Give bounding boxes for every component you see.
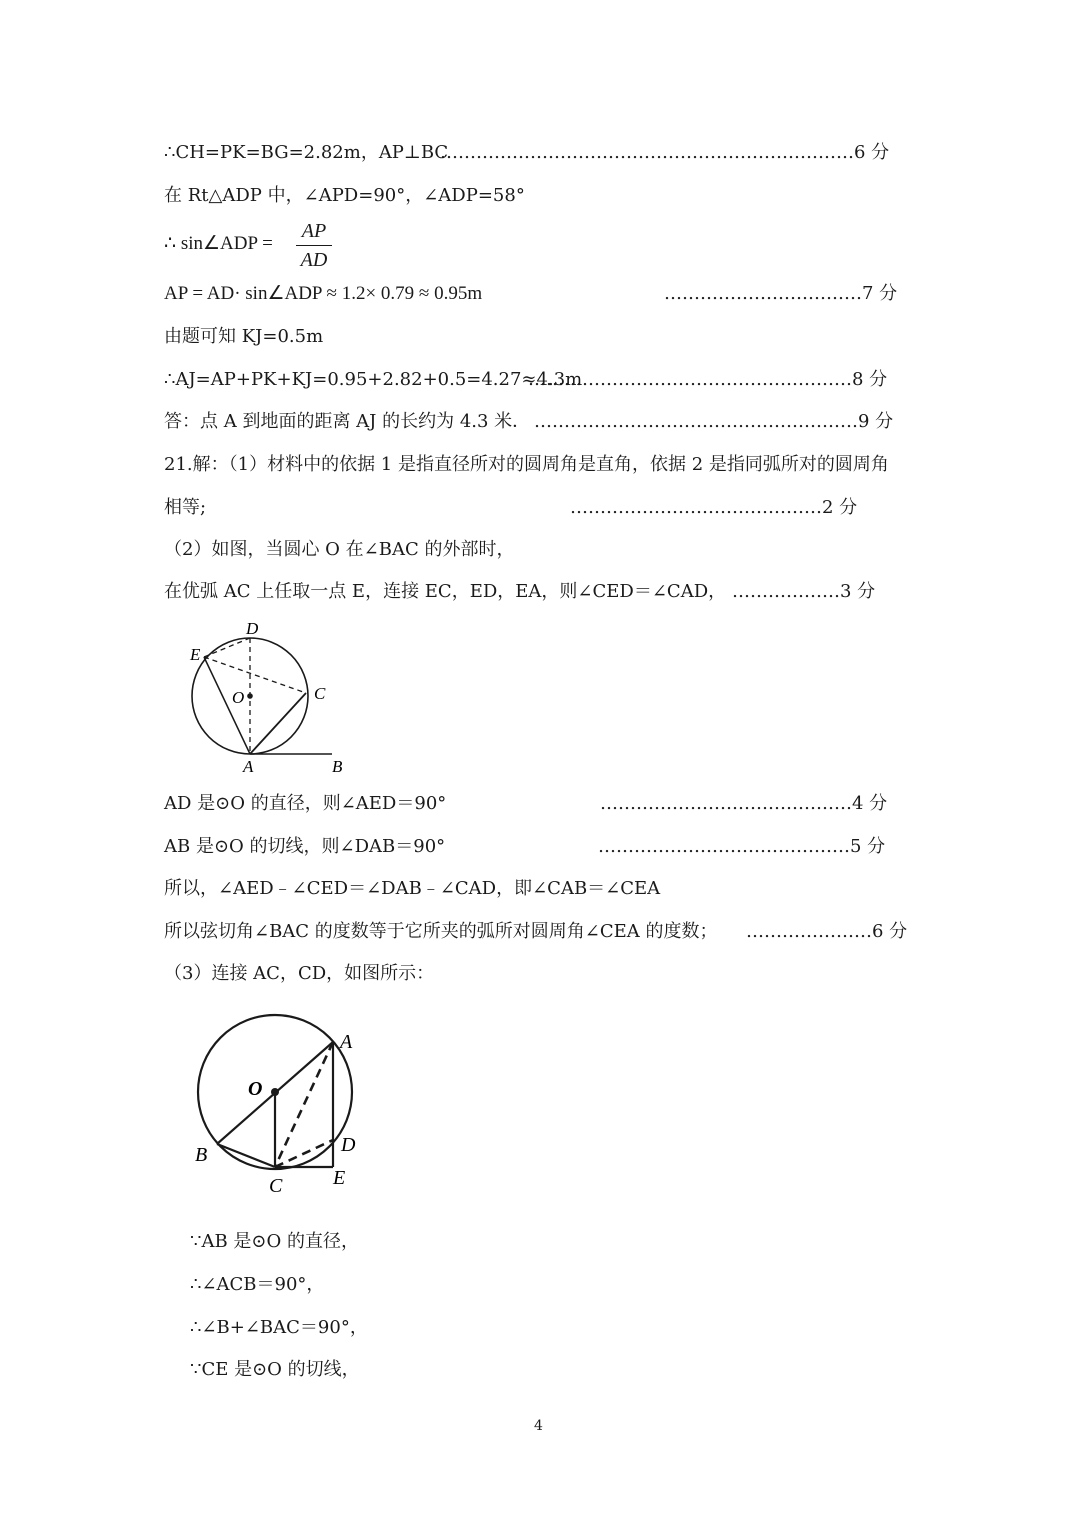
score-7: ……………………………7 分 (664, 283, 898, 304)
line-equal: 相等; (164, 497, 207, 518)
score-4: ……………………………………4 分 (600, 793, 888, 814)
label-c-2: C (269, 1175, 283, 1197)
line-part3-intro: （3）连接 AC，CD，如图所示： (164, 963, 435, 984)
label-a-2: A (340, 1031, 353, 1053)
line-ap-calc: AP = AD· sin∠ADP ≈ 1.2× 0.79 ≈ 0.95m (164, 283, 483, 304)
fraction-bar (296, 245, 332, 246)
label-b-2: B (195, 1144, 208, 1166)
figure-circle-diameter (185, 1005, 385, 1200)
segment-ac-dashed (275, 1042, 333, 1167)
line-ad-diameter: AD 是⊙O 的直径，则∠AED＝90° (164, 793, 447, 814)
score-6-b: …………………6 分 (746, 921, 908, 942)
line-conclusion: 所以弦切角∠BAC 的度数等于它所夹的弧所对圆周角∠CEA 的度数； (164, 921, 718, 942)
line-ch-pk-bg: ∴CH=PK=BG=2.82m，AP⊥BC (164, 142, 449, 163)
line-aj-calc: ∴AJ=AP+PK+KJ=0.95+2.82+0.5=4.27≈4.3m (164, 369, 583, 390)
line-ab-tangent: AB 是⊙O 的切线，则∠DAB＝90° (164, 836, 446, 857)
line-rt-adp: 在 Rt△ADP 中，∠APD=90°，∠ADP=58° (164, 185, 525, 206)
score-6-a: ……………………………………………………………6 分 (440, 142, 890, 163)
line-q21-part1: 21.解：（1）材料中的依据 1 是指直径所对的圆周角是直角，依据 2 是指同弧所对的圆周角 (164, 454, 889, 475)
label-d: D (246, 619, 259, 638)
figure-circle-tangent (180, 615, 370, 780)
line-acb-90: ∴∠ACB＝90°， (190, 1274, 325, 1295)
label-d-2: D (341, 1134, 356, 1156)
score-5: ……………………………………5 分 (598, 836, 886, 857)
score-8: ………………………………………………8 分 (528, 369, 888, 390)
score-3: ………………3 分 (732, 581, 876, 602)
score-2: ……………………………………2 分 (570, 497, 858, 518)
fraction-denominator: AD (300, 249, 328, 271)
label-a: A (243, 757, 254, 776)
center-dot-2 (271, 1088, 279, 1096)
line-b-bac-90: ∴∠B+∠BAC＝90°， (190, 1317, 368, 1338)
label-o-2: O (248, 1078, 263, 1100)
line-angle-relation: 所以，∠AED﹣∠CED＝∠DAB﹣∠CAD，即∠CAB＝∠CEA (164, 878, 661, 899)
line-ab-diameter: ∵AB 是⊙O 的直径， (190, 1231, 359, 1252)
center-dot (247, 693, 253, 699)
line-answer: 答：点 A 到地面的距离 AJ 的长约为 4.3 米． (164, 411, 531, 432)
line-ce-tangent: ∵CE 是⊙O 的切线， (190, 1359, 360, 1380)
line-kj: 由题可知 KJ=0.5m (164, 326, 324, 347)
line-part2-intro: （2）如图，当圆心 O 在∠BAC 的外部时， (164, 539, 515, 560)
score-9: ………………………………………………9 分 (534, 411, 894, 432)
label-b: B (332, 757, 343, 776)
fraction-ap-ad (294, 218, 334, 273)
label-o: O (232, 688, 245, 707)
label-c: C (314, 684, 326, 703)
fraction-numerator: AP (301, 220, 327, 242)
segment-ac (250, 693, 306, 754)
label-e: E (190, 645, 201, 664)
sin-label: ∴ sin∠ADP = (164, 233, 273, 254)
line-arc-ac: 在优弧 AC 上任取一点 E，连接 EC，ED，EA，则∠CED＝∠CAD， (164, 581, 727, 602)
page-number: 4 (534, 1418, 543, 1434)
label-e-2: E (333, 1167, 346, 1189)
